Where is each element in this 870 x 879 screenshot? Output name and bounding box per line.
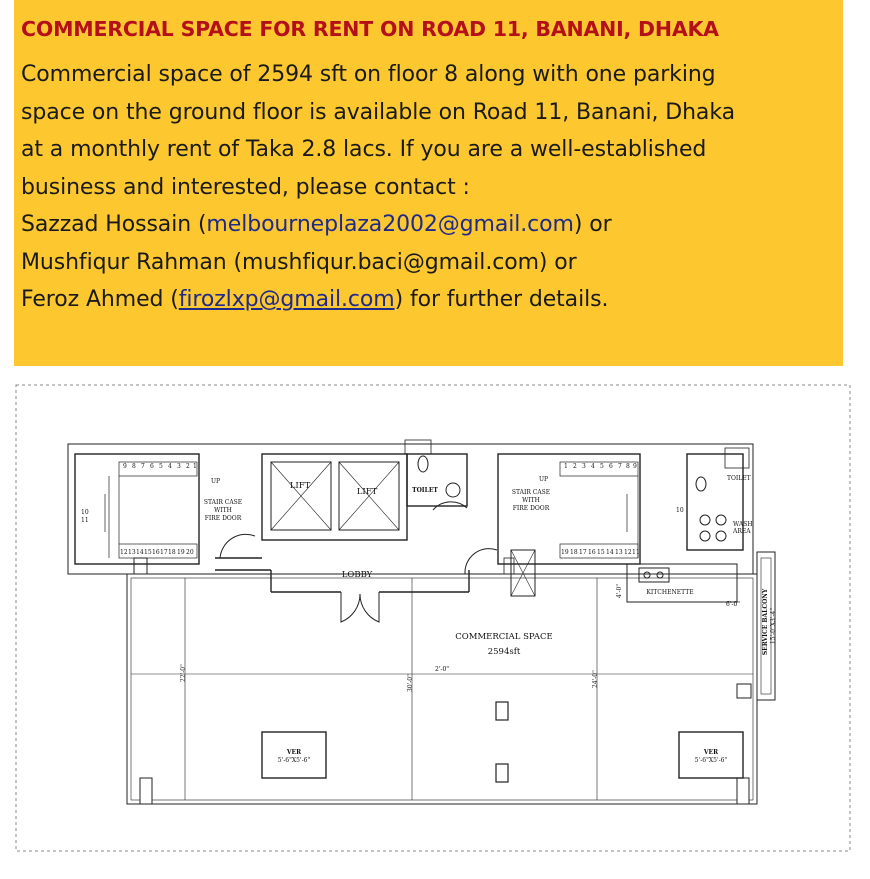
- svg-text:8: 8: [132, 463, 136, 470]
- contact-3-email[interactable]: firozlxp@gmail.com: [178, 287, 395, 312]
- svg-text:1: 1: [564, 463, 568, 470]
- listing-title: COMMERCIAL SPACE FOR RENT ON ROAD 11, BANANI, DHAKA: [21, 17, 719, 41]
- left-staircase: [75, 454, 199, 564]
- svg-text:18: 18: [168, 549, 176, 556]
- svg-text:6: 6: [150, 463, 154, 470]
- svg-text:17: 17: [160, 549, 168, 556]
- contact-line-1: [21, 206, 837, 244]
- right-up-label: UP: [539, 476, 549, 483]
- svg-text:13: 13: [128, 549, 136, 556]
- description-line-3: at a monthly rent of Taka 2.8 lacs. If you are a well-established: [21, 137, 707, 162]
- commercial-space-label: COMMERCIAL SPACE: [455, 632, 553, 642]
- description-line-1: Commercial space of 2594 sft on floor 8 along with one parking: [21, 62, 716, 87]
- lobby-label: LOBBY: [341, 570, 373, 580]
- dim-left: 22'-0": [180, 664, 187, 682]
- svg-text:12: 12: [120, 549, 128, 556]
- svg-text:14: 14: [606, 549, 614, 556]
- listing-banner: [14, 0, 843, 366]
- svg-text:10: 10: [676, 507, 684, 514]
- svg-text:10: 10: [81, 509, 89, 516]
- svg-text:7: 7: [618, 463, 622, 470]
- svg-text:2: 2: [573, 463, 577, 470]
- contact-line-3: [21, 281, 837, 319]
- svg-text:19: 19: [177, 549, 185, 556]
- svg-text:16: 16: [588, 549, 596, 556]
- contact-1-name: Sazzad Hossain (: [21, 212, 207, 237]
- dim-center: 30'-0": [407, 674, 414, 692]
- service-balcony-label: SERVICE BALCONY: [762, 588, 769, 656]
- dim-balcony-gap: 6'-0": [726, 601, 741, 608]
- right-staircase-label-2: WITH: [522, 497, 540, 504]
- svg-text:13: 13: [615, 549, 623, 556]
- lift-label-1: LIFT: [289, 481, 311, 491]
- toilet-label: TOILET: [412, 487, 438, 494]
- svg-text:5: 5: [159, 463, 163, 470]
- floor-plan: [15, 382, 853, 854]
- svg-text:1: 1: [193, 463, 197, 470]
- ver-right-label: VER: [703, 749, 719, 756]
- listing-description: [21, 56, 837, 319]
- svg-text:9: 9: [123, 463, 127, 470]
- service-balcony-dim: 15'-0"X3'-4": [770, 607, 777, 645]
- toilet-room: [407, 454, 467, 506]
- svg-text:4: 4: [591, 463, 595, 470]
- ver-right-dim: 5'-6"X5'-6": [694, 757, 728, 764]
- lift-label-2: LIFT: [356, 487, 378, 497]
- dim-mid: 2'-0": [435, 666, 450, 673]
- wash-area-label-1: WASH: [733, 521, 753, 528]
- svg-text:18: 18: [570, 549, 578, 556]
- left-stair-numbers: [81, 463, 197, 556]
- svg-text:15: 15: [144, 549, 152, 556]
- svg-text:4: 4: [168, 463, 172, 470]
- svg-text:16: 16: [152, 549, 160, 556]
- svg-text:20: 20: [186, 549, 194, 556]
- left-staircase-label-2: WITH: [214, 507, 232, 514]
- right-stair-numbers: [561, 463, 684, 556]
- contact-1-email[interactable]: melbourneplaza2002@gmail.com: [206, 212, 574, 237]
- svg-text:15: 15: [597, 549, 605, 556]
- svg-text:3: 3: [177, 463, 181, 470]
- svg-text:9: 9: [633, 463, 637, 470]
- description-line-4: business and interested, please contact :: [21, 174, 470, 200]
- dim-right: 24'-0": [592, 670, 599, 688]
- wash-area-label-2: AREA: [733, 528, 751, 535]
- svg-text:8: 8: [626, 463, 630, 470]
- svg-text:11: 11: [632, 549, 640, 556]
- lift-shafts: [262, 454, 407, 540]
- svg-text:3: 3: [582, 463, 586, 470]
- contact-2-name: Mushfiqur Rahman (: [21, 249, 242, 275]
- contact-line-2: [21, 244, 837, 282]
- ver-left-dim: 5'-6"X5'-6": [277, 757, 311, 764]
- contact-2-email[interactable]: mushfiqur.baci@gmail.com: [242, 249, 539, 275]
- svg-text:14: 14: [136, 549, 144, 556]
- left-up-label: UP: [211, 478, 221, 485]
- left-staircase-label-3: FIRE DOOR: [204, 515, 242, 522]
- right-staircase-label-1: STAIR CASE: [511, 489, 551, 496]
- svg-text:2: 2: [186, 463, 190, 470]
- svg-text:5: 5: [600, 463, 604, 470]
- description-line-2: space on the ground floor is available on Road 11, Banani, Dhaka: [21, 99, 735, 125]
- left-staircase-label-1: STAIR CASE: [203, 499, 243, 506]
- contact-2-tail: ) or: [538, 249, 577, 275]
- contact-1-tail: ) or: [573, 212, 612, 237]
- svg-text:7: 7: [141, 463, 145, 470]
- svg-text:17: 17: [579, 549, 587, 556]
- contact-3-name: Feroz Ahmed (: [21, 287, 179, 312]
- commercial-floor-outline: [127, 574, 757, 804]
- svg-text:6: 6: [609, 463, 613, 470]
- contact-3-tail: ) for further details.: [394, 287, 609, 312]
- svg-text:11: 11: [81, 517, 89, 524]
- svg-text:12: 12: [624, 549, 632, 556]
- floor-plan-drawing: [15, 382, 853, 854]
- area-label: 2594sft: [487, 647, 521, 657]
- svg-text:19: 19: [561, 549, 569, 556]
- ver-left-label: VER: [286, 749, 302, 756]
- right-staircase-label-3: FIRE DOOR: [512, 505, 550, 512]
- dim-kitchen: 4'-0": [616, 583, 623, 598]
- right-toilet-label: TOILET: [727, 475, 751, 482]
- kitchenette-label: KITCHENETTE: [646, 589, 694, 596]
